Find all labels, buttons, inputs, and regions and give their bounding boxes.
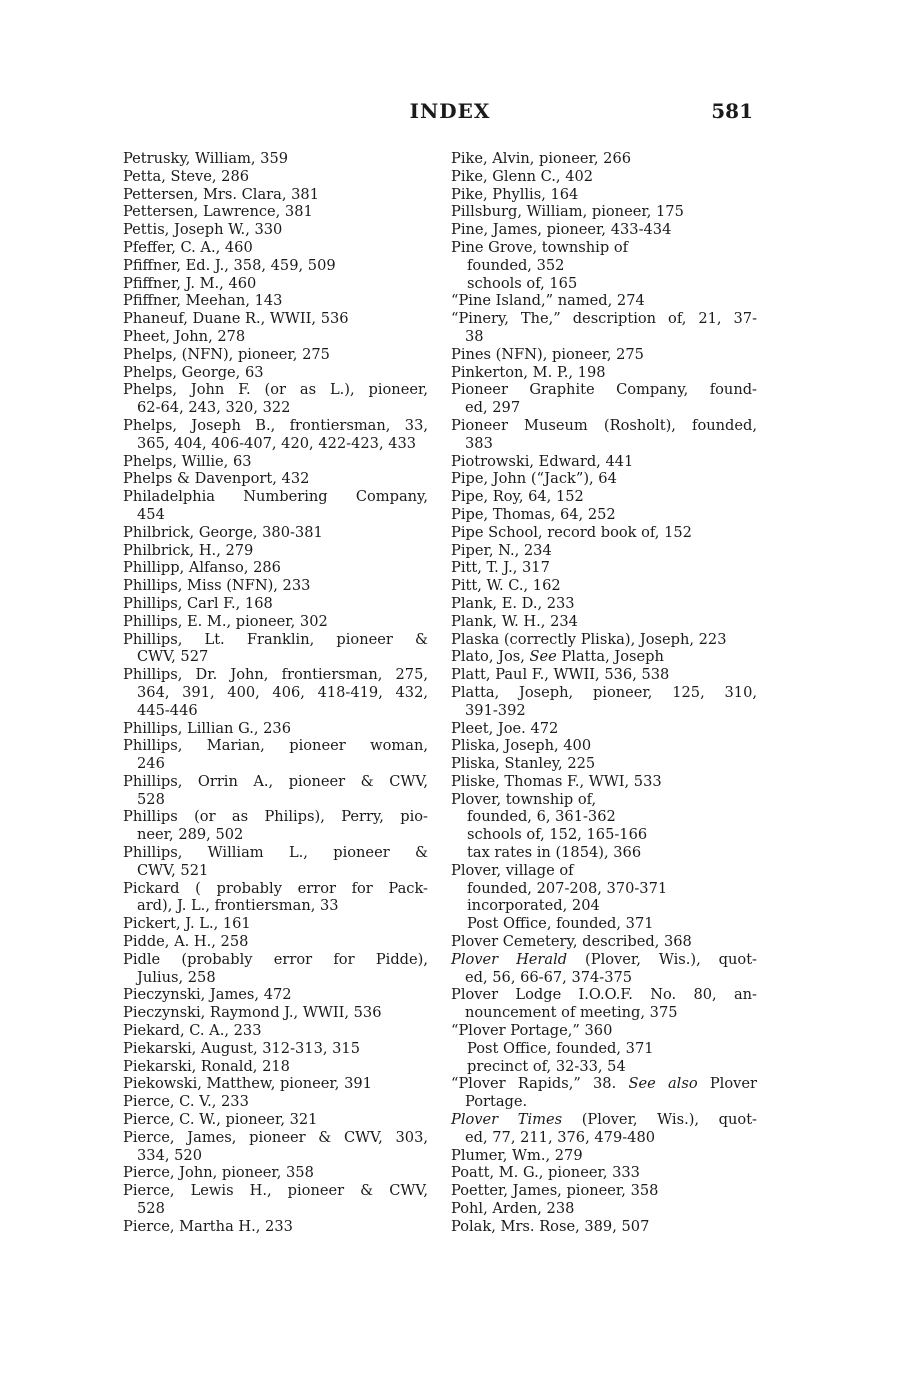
index-entry-continuation: Portage.	[465, 1093, 528, 1111]
index-entry-continuation: 528	[137, 1200, 165, 1218]
index-entry	[451, 897, 757, 915]
index-entry-text: Pinkerton, M. P., 198	[451, 363, 606, 381]
index-entry	[451, 275, 757, 293]
index-entry	[123, 720, 428, 738]
index-entry-text: Plover, village of	[451, 861, 574, 879]
index-entry-text: Plover Cemetery, described, 368	[451, 933, 692, 951]
index-entry-text: Phillips, Orrin A., pioneer & CWV,	[123, 772, 428, 790]
index-entry	[451, 1147, 757, 1165]
index-entry-text: founded, 207-208, 370-371	[467, 879, 668, 897]
index-entry	[123, 524, 428, 542]
index-entry	[451, 203, 757, 221]
index-entry-text: Pine Grove, township of	[451, 238, 629, 256]
index-entry-text: Phaneuf, Duane R., WWII, 536	[123, 310, 349, 328]
index-entry	[123, 1111, 428, 1129]
index-entry	[123, 150, 428, 168]
index-entry-text: Pipe, Roy, 64, 152	[451, 488, 584, 506]
index-entry	[123, 168, 428, 186]
index-column-right	[451, 150, 757, 1236]
index-entry-text: Phelps, John F. (or as L.), pioneer,	[123, 381, 428, 399]
index-entry	[451, 292, 757, 310]
index-entry-text: Phillips, E. M., pioneer, 302	[123, 612, 328, 630]
index-entry	[123, 1164, 428, 1182]
index-entry	[123, 1093, 428, 1111]
index-entry	[451, 239, 757, 257]
index-entry-continuation: nouncement of meeting, 375	[465, 1004, 678, 1022]
index-entry-text: Plaska (correctly Pliska), Joseph, 223	[451, 630, 727, 648]
index-entry	[451, 933, 757, 951]
index-entry-text: Pettersen, Mrs. Clara, 381	[123, 185, 319, 203]
index-entry-continuation: 528	[137, 790, 165, 808]
index-entry-text: Pike, Alvin, pioneer, 266	[451, 150, 632, 167]
index-entry-text: Pitt, T. J., 317	[451, 559, 550, 577]
index-entry-continuation: 38	[465, 327, 484, 345]
index-entry-text: Pfeffer, C. A., 460	[123, 238, 253, 256]
index-entry-text: Phelps, George, 63	[123, 363, 264, 381]
index-entry-text: Pheet, John, 278	[123, 327, 246, 345]
index-entry-continuation: 391-392	[465, 701, 526, 719]
index-entry-text: Plover Lodge I.O.O.F. No. 80, an-	[451, 986, 757, 1004]
index-entry-text: Pioneer Museum (Rosholt), founded,	[451, 416, 757, 434]
index-entry-text: Pierce, Lewis H., pioneer & CWV,	[123, 1182, 428, 1200]
index-entry-continuation: 454	[137, 505, 165, 523]
index-entry-text: “Pinery, The,” description of, 21, 37-	[451, 310, 757, 328]
index-entry	[123, 986, 428, 1004]
index-entry	[123, 1058, 428, 1076]
index-entry	[123, 666, 428, 719]
index-entry-text: incorporated, 204	[467, 897, 600, 915]
index-entry	[451, 1040, 757, 1058]
index-entry	[123, 542, 428, 560]
index-entry	[451, 257, 757, 275]
index-entry-text: Phelps & Davenport, 432	[123, 470, 310, 488]
index-entry-text: precinct of, 32-33, 54	[467, 1057, 626, 1075]
index-entry-continuation: ed, 77, 211, 376, 479-480	[465, 1128, 656, 1146]
index-entry-text: Post Office, founded, 371	[467, 915, 654, 933]
index-entry-continuation: CWV, 521	[137, 861, 209, 879]
index-entry-text: Phillips, Marian, pioneer woman,	[123, 737, 428, 755]
index-entry-text: “Pine Island,” named, 274	[451, 292, 645, 310]
index-entry-text: Pike, Phyllis, 164	[451, 185, 579, 203]
index-entry	[123, 631, 428, 667]
index-entry-text: Phelps, Willie, 63	[123, 452, 252, 470]
index-entry	[123, 951, 428, 987]
index-entry-text: Pfiffner, J. M., 460	[123, 274, 257, 292]
index-entry-text: Polak, Mrs. Rose, 389, 507	[451, 1217, 650, 1235]
index-entry	[451, 1182, 757, 1200]
index-entry-text: tax rates in (1854), 366	[467, 844, 642, 862]
index-entry	[451, 1022, 757, 1040]
index-entry	[451, 631, 757, 649]
page-number: 581	[711, 99, 753, 123]
index-entry	[123, 221, 428, 239]
index-entry-text: Pliska, Joseph, 400	[451, 737, 592, 755]
index-entry-text: Pipe, John (“Jack”), 64	[451, 470, 617, 488]
index-entry-text: founded, 352	[467, 256, 565, 274]
index-entry-text: Phelps, Joseph B., frontiersman, 33,	[123, 416, 428, 434]
index-entry	[451, 826, 757, 844]
index-entry-text: Phillips (or as Philips), Perry, pio-	[123, 808, 428, 826]
index-entry-continuation: CWV, 527	[137, 648, 209, 666]
index-entry-text: Pfiffner, Ed. J., 358, 459, 509	[123, 256, 336, 274]
index-entry-text: Piekowski, Matthew, pioneer, 391	[123, 1075, 372, 1093]
index-entry	[123, 186, 428, 204]
index-entry-text: Phillips, Dr. John, frontiersman, 275,	[123, 666, 428, 684]
index-entry-text: Pike, Glenn C., 402	[451, 167, 594, 185]
index-entry	[123, 915, 428, 933]
index-entry-text: schools of, 165	[467, 274, 578, 292]
index-entry-text: schools of, 152, 165-166	[467, 826, 648, 844]
index-entry-text: Piper, N., 234	[451, 541, 552, 559]
header-title: INDEX	[409, 99, 491, 123]
index-entry	[451, 755, 757, 773]
index-entry	[123, 364, 428, 382]
index-entry-continuation: 383	[465, 434, 493, 452]
index-entry	[123, 203, 428, 221]
index-entry-continuation: ed, 56, 66-67, 374-375	[465, 968, 633, 986]
index-entry	[451, 506, 757, 524]
index-entry-text: Pleet, Joe. 472	[451, 719, 559, 737]
index-entry-text: Petta, Steve, 286	[123, 167, 250, 185]
index-entry	[123, 880, 428, 916]
index-entry-text: Pillsburg, William, pioneer, 175	[451, 203, 684, 221]
index-entry-text: Phillips, Lt. Franklin, pioneer &	[123, 630, 428, 648]
index-entry	[123, 470, 428, 488]
index-entry-continuation: neer, 289, 502	[137, 826, 244, 844]
index-entry-text: Platta, Joseph, pioneer, 125, 310,	[451, 683, 757, 701]
index-entry-text: Pidde, A. H., 258	[123, 933, 249, 951]
index-entry	[123, 1218, 428, 1236]
index-entry	[123, 346, 428, 364]
index-entry-continuation: 62-64, 243, 320, 322	[137, 399, 291, 417]
index-entry	[451, 310, 757, 346]
index-entry	[451, 221, 757, 239]
index-entry-text: Phillips, William L., pioneer &	[123, 844, 428, 862]
index-entry	[451, 150, 757, 168]
index-entry	[451, 524, 757, 542]
index-entry-text: Poetter, James, pioneer, 358	[451, 1182, 659, 1200]
index-entry	[451, 862, 757, 880]
index-entry-text: Pierce, C. V., 233	[123, 1093, 249, 1111]
index-entry-text: Pierce, John, pioneer, 358	[123, 1164, 314, 1182]
index-entry	[123, 453, 428, 471]
index-entry	[451, 1200, 757, 1218]
index-entry-text: Pliske, Thomas F., WWI, 533	[451, 772, 662, 790]
index-entry	[123, 1129, 428, 1165]
index-entry-text: Plumer, Wm., 279	[451, 1146, 583, 1164]
index-entry	[451, 559, 757, 577]
index-entry	[123, 933, 428, 951]
index-entry-text: Pioneer Graphite Company, found-	[451, 381, 757, 399]
index-entry	[123, 595, 428, 613]
index-entry	[123, 310, 428, 328]
index-entry	[451, 470, 757, 488]
index-entry-text: Petrusky, William, 359	[123, 150, 289, 167]
index-entry-text: Plover, township of,	[451, 790, 597, 808]
index-entry-text: Pettersen, Lawrence, 381	[123, 203, 313, 221]
index-entry-text: Pidle (probably error for Pidde),	[123, 950, 428, 968]
index-entry-text: Pickert, J. L., 161	[123, 915, 251, 933]
index-entry-text: Pine, James, pioneer, 433-434	[451, 221, 672, 239]
index-entry	[451, 951, 757, 987]
index-entry	[451, 1075, 757, 1111]
index-entry-continuation: Julius, 258	[137, 968, 216, 986]
index-entry-text: Philbrick, George, 380-381	[123, 523, 323, 541]
index-entry	[123, 488, 428, 524]
index-entry-continuation: ard), J. L., frontiersman, 33	[137, 897, 339, 915]
index-entry-text: Phillipp, Alfanso, 286	[123, 559, 281, 577]
index-entry-text: Pieczynski, James, 472	[123, 986, 292, 1004]
index-entry-continuation: ed, 297	[465, 399, 521, 417]
index-entry	[123, 613, 428, 631]
index-entry-text: Pines (NFN), pioneer, 275	[451, 345, 644, 363]
index-entry-continuation: 246	[137, 755, 165, 773]
index-entry	[451, 1058, 757, 1076]
index-entry	[123, 844, 428, 880]
index-entry-text: Pierce, Martha H., 233	[123, 1217, 293, 1235]
index-entry	[123, 292, 428, 310]
index-entry-text: founded, 6, 361-362	[467, 808, 616, 826]
index-entry-text: Plover Times (Plover, Wis.), quot-	[451, 1111, 757, 1129]
index-entry	[451, 666, 757, 684]
index-entry	[123, 1182, 428, 1218]
index-entry-text: Pfiffner, Meehan, 143	[123, 292, 283, 310]
index-entry	[123, 328, 428, 346]
index-entry-text: Pettis, Joseph W., 330	[123, 221, 283, 239]
index-entry-text: Pohl, Arden, 238	[451, 1200, 575, 1218]
index-entry	[451, 417, 757, 453]
index-entry	[451, 773, 757, 791]
index-entry-continuation: 445-446	[137, 701, 198, 719]
index-entry	[451, 613, 757, 631]
index-entry	[451, 684, 757, 720]
index-entry	[451, 986, 757, 1022]
index-entry-text: Pliska, Stanley, 225	[451, 755, 596, 773]
index-entry-text: Phillips, Lillian G., 236	[123, 719, 292, 737]
index-entry	[123, 1022, 428, 1040]
index-column-left	[123, 150, 428, 1236]
index-entry	[123, 577, 428, 595]
index-entry-text: Pierce, C. W., pioneer, 321	[123, 1111, 318, 1129]
index-entry-text: Plover Herald (Plover, Wis.), quot-	[451, 950, 757, 968]
index-entry	[451, 488, 757, 506]
index-entry	[451, 346, 757, 364]
index-entry-text: Phillips, Carl F., 168	[123, 594, 273, 612]
index-entry-text: Piekard, C. A., 233	[123, 1022, 262, 1040]
index-entry	[451, 577, 757, 595]
index-entry-text: Poatt, M. G., pioneer, 333	[451, 1164, 640, 1182]
index-entry-continuation: 365, 404, 406-407, 420, 422-423, 433	[137, 434, 417, 452]
index-entry	[451, 453, 757, 471]
index-entry	[451, 1111, 757, 1147]
index-entry-text: Pierce, James, pioneer & CWV, 303,	[123, 1128, 428, 1146]
index-entry-text: Pitt, W. C., 162	[451, 577, 561, 595]
index-entry-text: Pipe, Thomas, 64, 252	[451, 505, 616, 523]
index-entry-text: Pieczynski, Raymond J., WWII, 536	[123, 1004, 382, 1022]
index-entry-text: Pipe School, record book of, 152	[451, 523, 692, 541]
index-entry	[451, 168, 757, 186]
index-entry	[451, 1218, 757, 1236]
index-entry-text: Post Office, founded, 371	[467, 1039, 654, 1057]
index-entry-text: Platt, Paul F., WWII, 536, 538	[451, 666, 670, 684]
index-entry	[451, 542, 757, 560]
index-entry	[451, 880, 757, 898]
index-entry	[123, 417, 428, 453]
index-entry	[451, 648, 757, 666]
index-entry-text: “Plover Portage,” 360	[451, 1022, 613, 1040]
index-entry	[123, 737, 428, 773]
index-entry	[451, 186, 757, 204]
index-entry	[451, 737, 757, 755]
index-entry	[123, 381, 428, 417]
index-entry	[123, 239, 428, 257]
index-entry-text: Plank, E. D., 233	[451, 594, 575, 612]
index-entry	[123, 257, 428, 275]
index-entry-text: Plato, Jos, See Platta, Joseph	[451, 648, 664, 666]
index-entry	[451, 1164, 757, 1182]
index-entry	[451, 915, 757, 933]
index-entry-text: Piekarski, Ronald, 218	[123, 1057, 290, 1075]
index-entry	[451, 364, 757, 382]
index-entry-text: “Plover Rapids,” 38. See also Plover	[451, 1075, 757, 1093]
index-entry	[123, 559, 428, 577]
index-entry	[123, 808, 428, 844]
index-entry	[451, 791, 757, 809]
index-entry	[123, 1040, 428, 1058]
index-entry-text: Phillips, Miss (NFN), 233	[123, 577, 311, 595]
index-entry	[123, 1004, 428, 1022]
index-entry	[451, 381, 757, 417]
index-entry-text: Piotrowski, Edward, 441	[451, 452, 634, 470]
index-entry	[451, 720, 757, 738]
index-entry	[123, 1075, 428, 1093]
index-entry	[451, 595, 757, 613]
index-entry-continuation: 334, 520	[137, 1146, 202, 1164]
index-entry-text: Piekarski, August, 312-313, 315	[123, 1039, 361, 1057]
index-entry	[123, 773, 428, 809]
index-entry	[451, 808, 757, 826]
index-entry	[451, 844, 757, 862]
index-entry	[123, 275, 428, 293]
index-entry-continuation: 364, 391, 400, 406, 418-419, 432,	[137, 683, 428, 701]
index-entry-text: Pickard ( probably error for Pack-	[123, 879, 428, 897]
index-entry-text: Philadelphia Numbering Company,	[123, 488, 428, 506]
index-entry-text: Plank, W. H., 234	[451, 612, 578, 630]
index-entry-text: Philbrick, H., 279	[123, 541, 254, 559]
index-entry-text: Phelps, (NFN), pioneer, 275	[123, 345, 330, 363]
